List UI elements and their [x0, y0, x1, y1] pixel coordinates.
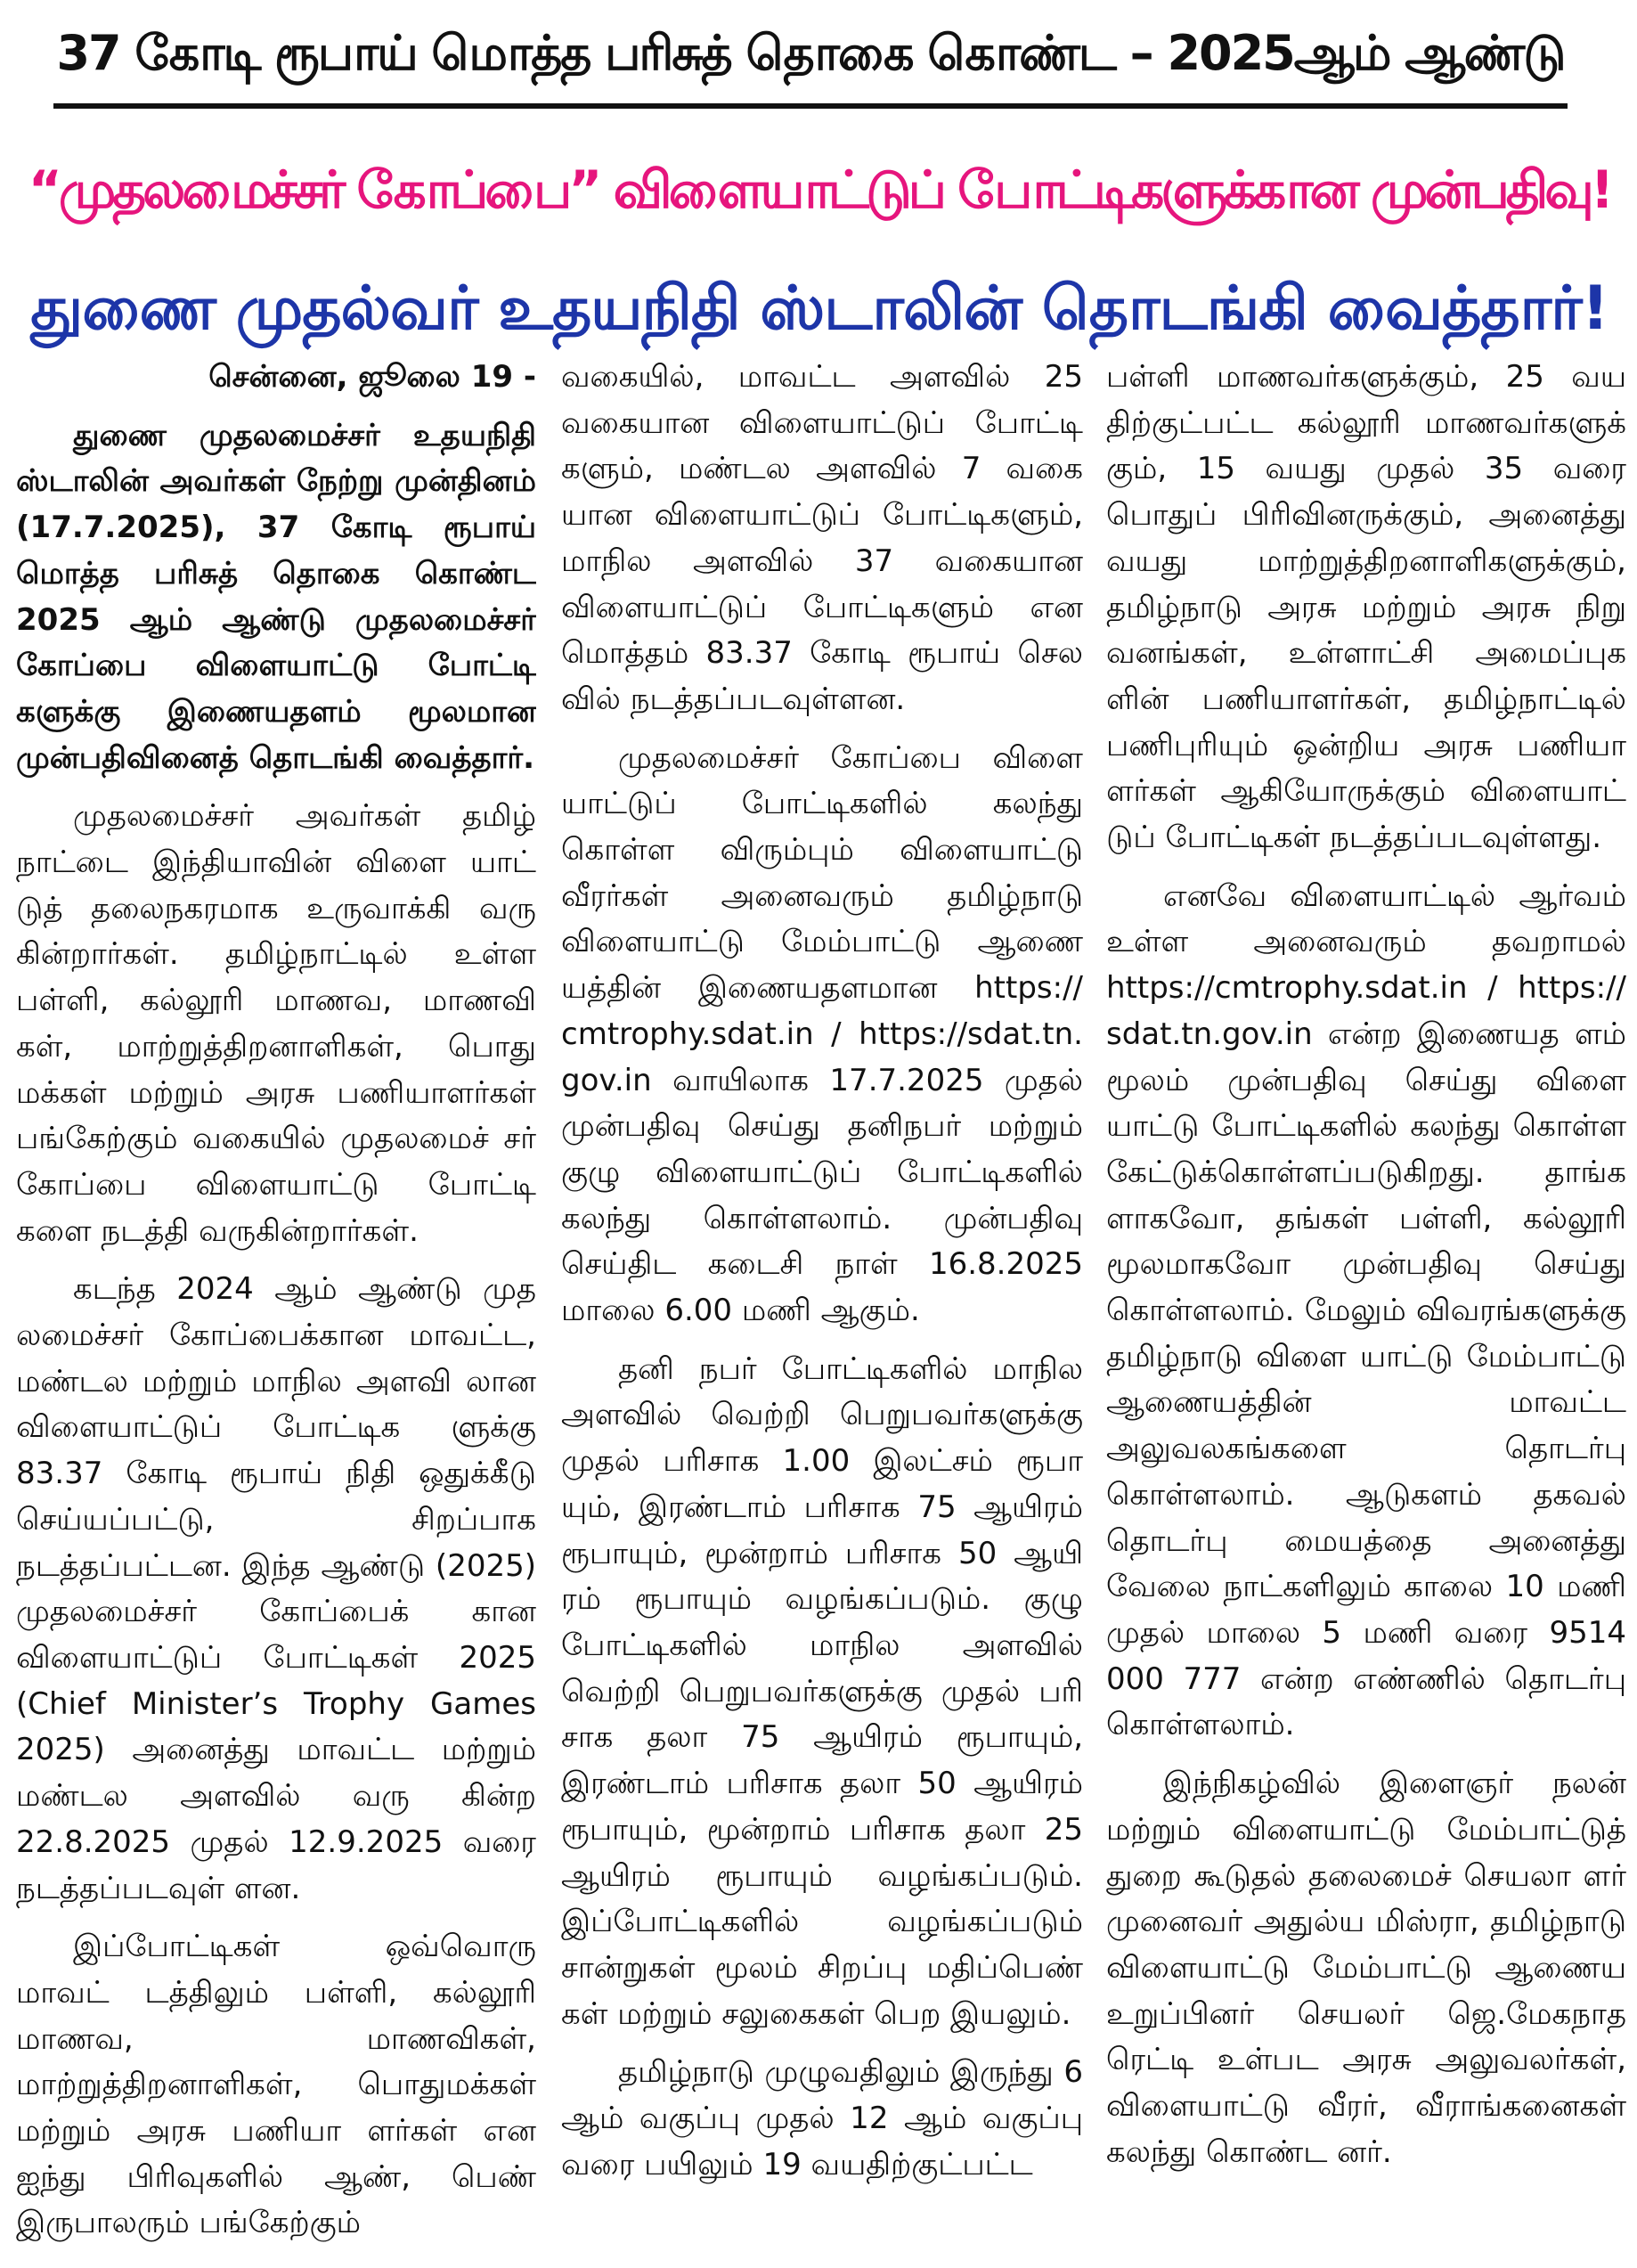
- kicker-headline: 37 கோடி ரூபாய் மொத்த பரிசுத் தொகை கொண்ட – 2025ஆம் ஆண்டு: [56, 25, 1565, 81]
- column2-paragraph-2: முதலமைச்சர் கோப்பை விளை யாட்டுப் போட்டிகளில் கலந்து கொள்ள விரும்பும் விளையாட்டு வீரர்கள் அனைவரும் தமிழ்நாடு விளையாட்டு மேம்பாட்டு ஆணை யத்தின் இணையதளமான https:// cmtrophy.sdat.in / https://sdat.tn. gov.in வாயிலாக 17.7.2025 முதல் முன்பதிவு செய்து தனிநபர் மற்றும் குழு விளையாட்டுப் போட்டிகளில் கலந்து கொள்ளலாம். முன்பதிவு செய்திட கடைசி நாள் 16.8.2025 மாலை 6.00 மணி ஆகும்.: [561, 739, 1083, 1329]
- main-headline: “முதலமைச்சர் கோப்பை” விளையாட்டுப் போட்டிகளுக்கான முன்பதிவு!: [28, 159, 1611, 220]
- column3-paragraph-2: எனவே விளையாட்டில் ஆர்வம் உள்ள அனைவரும் தவறாமல் https://cmtrophy.sdat.in / https:// sdat.tn.gov.in என்ற இணையத ளம் மூலம் முன்பதிவு செய்து விளை யாட்டு போட்டிகளில் கலந்து கொள்ள கேட்டுக்கொள்ளப்படுகிறது. தாங்க ளாகவோ, தங்கள் பள்ளி, கல்லூரி மூலமாகவோ முன்பதிவு செய்து கொள்ளலாம். மேலும் விவரங்களுக்கு தமிழ்நாடு விளை யாட்டு மேம்பாட்டு ஆணையத்தின் மாவட்ட அலுவலகங்களை தொடர்பு கொள்ளலாம். ஆடுகளம் தகவல் தொடர்பு மையத்தை அனைத்து வேலை நாட்களிலும் காலை 10 மணி முதல் மாலை 5 மணி வரை 9514 000 777 என்ற எண்ணில் தொடர்பு கொள்ளலாம்.: [1106, 877, 1626, 1743]
- article-column-2: [561, 355, 1083, 2261]
- column1-paragraph-1: முதலமைச்சர் அவர்கள் தமிழ் நாட்டை இந்தியாவின் விளை யாட் டுத் தலைநகரமாக உருவாக்கி வரு கின்றார்கள். தமிழ்நாட்டில் உள்ள பள்ளி, கல்லூரி மாணவ, மாணவி கள், மாற்றுத்திறனாளிகள், பொது மக்கள் மற்றும் அரசு பணியாளர்கள் பங்கேற்கும் வகையில் முதலமைச் சர் கோப்பை விளையாட்டு போட்டி களை நடத்தி வருகின்றார்கள்.: [16, 798, 536, 1249]
- column2-paragraph-3: தனி நபர் போட்டிகளில் மாநில அளவில் வெற்றி பெறுபவர்களுக்கு முதல் பரிசாக 1.00 இலட்சம் ரூபா யும், இரண்டாம் பரிசாக 75 ஆயிரம் ரூபாயும், மூன்றாம் பரிசாக 50 ஆயி ரம் ரூபாயும் வழங்கப்படும். குழு போட்டிகளில் மாநில அளவில் வெற்றி பெறுபவர்களுக்கு முதல் பரி சாக தலா 75 ஆயிரம் ரூபாயும், இரண்டாம் பரிசாக தலா 50 ஆயிரம் ரூபாயும், மூன்றாம் பரிசாக தலா 25 ஆயிரம் ரூபாயும் வழங்கப்படும். இப்போட்டிகளில் வழங்கப்படும் சான்றுகள் மூலம் சிறப்பு மதிப்பெண் கள் மற்றும் சலுகைகள் பெற இயலும்.: [561, 1350, 1083, 2032]
- column2-paragraph-1: வகையில், மாவட்ட அளவில் 25 வகையான விளையாட்டுப் போட்டி களும், மண்டல அளவில் 7 வகை யான விளையாட்டுப் போட்டிகளும், மாநில அளவில் 37 வகையான விளையாட்டுப் போட்டிகளும் என மொத்தம் 83.37 கோடி ரூபாய் செல வில் நடத்தப்படவுள்ளன.: [561, 359, 1083, 717]
- column3-paragraph-3: இந்நிகழ்வில் இளைஞர் நலன் மற்றும் விளையாட்டு மேம்பாட்டுத் துறை கூடுதல் தலைமைச் செயலா ளர் முனைவர் அதுல்ய மிஸ்ரா, தமிழ்நாடு விளையாட்டு மேம்பாட்டு ஆணைய உறுப்பினர் செயலர் ஜெ.மேகநாத ரெட்டி உள்பட அரசு அலுவலர்கள், விளையாட்டு வீரர், வீராங்கனைகள் கலந்து கொண்ட னர்.: [1106, 1766, 1626, 2170]
- column1-paragraph-2: கடந்த 2024 ஆம் ஆண்டு முத லமைச்சர் கோப்பைக்கான மாவட்ட, மண்டல மற்றும் மாநில அளவி லான விளையாட்டுப் போட்டிக ளுக்கு 83.37 கோடி ரூபாய் நிதி ஒதுக்கீடு செய்யப்பட்டு, சிறப்பாக நடத்தப்பட்டன. இந்த ஆண்டு (2025) முதலமைச்சர் கோப்பைக் கான விளையாட்டுப் போட்டிகள் 2025 (Chief Minister’s Trophy Games 2025) அனைத்து மாவட்ட மற்றும் மண்டல அளவில் வரு கின்ற 22.8.2025 முதல் 12.9.2025 வரை நடத்தப்படவுள் ளன.: [16, 1271, 536, 1906]
- column1-paragraph-3: இப்போட்டிகள் ஒவ்வொரு மாவட் டத்திலும் பள்ளி, கல்லூரி மாணவ, மாணவிகள், மாற்றுத்திறனாளிகள், பொதுமக்கள் மற்றும் அரசு பணியா ளர்கள் என ஐந்து பிரிவுகளில் ஆண், பெண் இருபாலரும் பங்கேற்கும்: [16, 1929, 536, 2241]
- top-divider: [53, 103, 1568, 109]
- article-column-3: [1106, 355, 1626, 2261]
- sub-headline: துணை முதல்வர் உதயநிதி ஸ்டாலின் தொடங்கி வைத்தார்!: [30, 273, 1608, 344]
- article-column-1: [16, 355, 536, 2261]
- column2-paragraph-4: தமிழ்நாடு முழுவதிலும் இருந்து 6 ஆம் வகுப்பு முதல் 12 ஆம் வகுப்பு வரை பயிலும் 19 வயதிற்குட்பட்ட: [561, 2054, 1083, 2182]
- lead-paragraph: துணை முதலமைச்சர் உதயநிதி ஸ்டாலின் அவர்கள் நேற்று முன்தினம் (17.7.2025), 37 கோடி ரூபாய் மொத்த பரிசுத் தொகை கொண்ட 2025 ஆம் ஆண்டு முதலமைச்சர் கோப்பை விளையாட்டு போட்டி களுக்கு இணையதளம் மூலமான முன்பதிவினைத் தொடங்கி வைத்தார்.: [16, 417, 536, 776]
- column3-paragraph-1: பள்ளி மாணவர்களுக்கும், 25 வய திற்குட்பட்ட கல்லூரி மாணவர்களுக் கும், 15 வயது முதல் 35 வரை பொதுப் பிரிவினருக்கும், அனைத்து வயது மாற்றுத்திறனாளிகளுக்கும், தமிழ்நாடு அரசு மற்றும் அரசு நிறு வனங்கள், உள்ளாட்சி அமைப்புக ளின் பணியாளர்கள், தமிழ்நாட்டில் பணிபுரியும் ஒன்றிய அரசு பணியா ளர்கள் ஆகியோருக்கும் விளையாட் டுப் போட்டிகள் நடத்தப்படவுள்ளது.: [1106, 359, 1626, 856]
- dateline: சென்னை, ஜூலை 19 -: [208, 359, 536, 395]
